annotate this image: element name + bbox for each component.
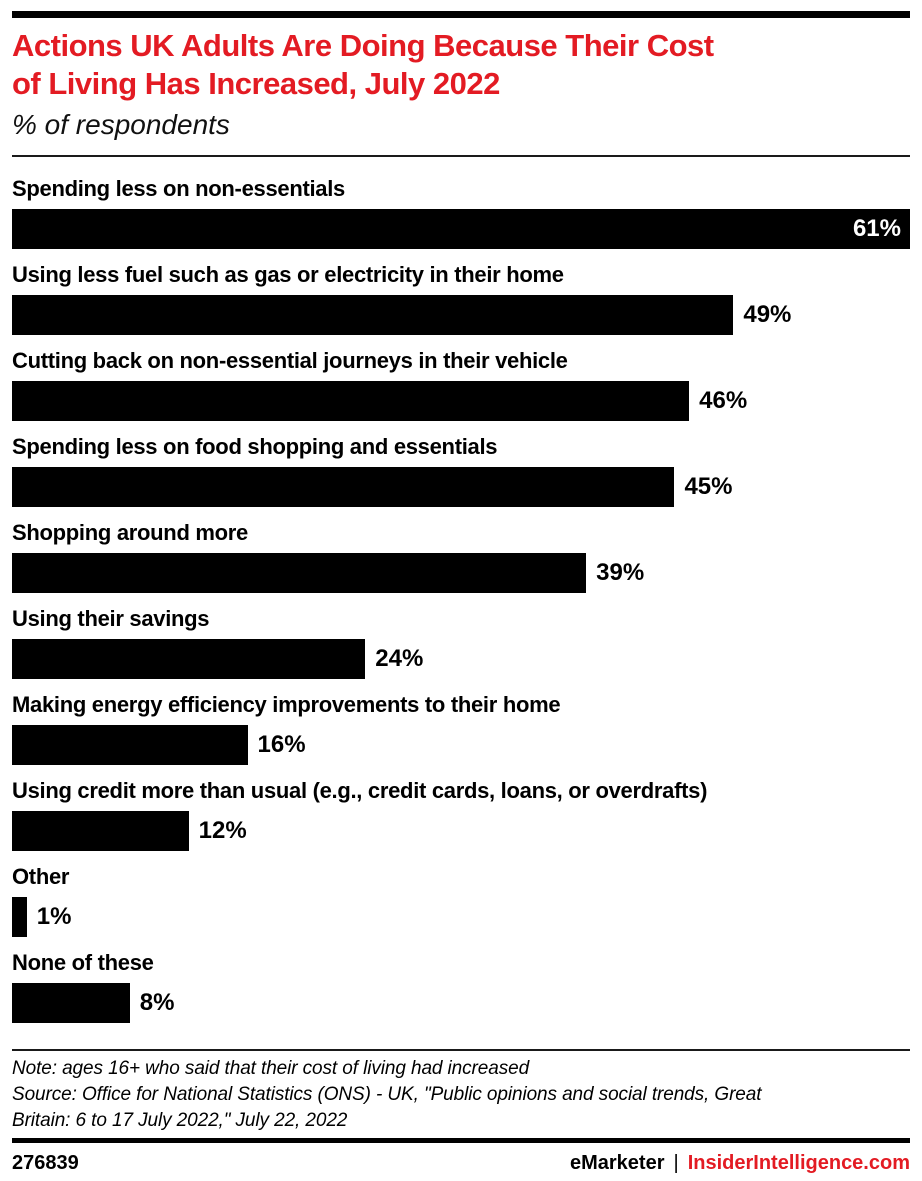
bar-row <box>12 295 910 335</box>
bar <box>12 639 365 679</box>
bar-row <box>12 983 910 1023</box>
bar-value: 8% <box>139 989 175 1016</box>
bar-group <box>12 177 910 249</box>
bar <box>12 725 248 765</box>
chart-subtitle: % of respondents <box>12 109 230 140</box>
bar-group <box>12 607 910 679</box>
bar-label: Spending less on non-essentials <box>12 176 345 201</box>
bar-group <box>12 435 910 507</box>
chart-title-line-1: Actions UK Adults Are Doing Because Their Cost <box>12 28 714 63</box>
chart-title-line-2: of Living Has Increased, July 2022 <box>12 66 500 101</box>
bar-label: Using credit more than usual (e.g., credit cards, loans, or overdrafts) <box>12 778 708 803</box>
bar-row <box>12 467 910 507</box>
bar-row <box>12 639 910 679</box>
branding <box>570 1152 910 1175</box>
bar-value: 16% <box>257 731 306 758</box>
chart-title <box>12 27 910 103</box>
bar-label: None of these <box>12 950 154 975</box>
bar <box>12 295 733 335</box>
bar <box>12 983 130 1023</box>
bar-value: 45% <box>684 473 733 500</box>
bar-value: 46% <box>699 387 748 414</box>
source-line-2: Britain: 6 to 17 July 2022," July 22, 2022 <box>12 1110 348 1131</box>
brand-site-url: InsiderIntelligence.com <box>687 1152 910 1174</box>
bar-group <box>12 779 910 851</box>
bar-value: 61% <box>852 215 901 242</box>
bar-value: 12% <box>198 817 247 844</box>
bar-group <box>12 865 910 937</box>
bar-label: Using their savings <box>12 606 210 631</box>
bar-row <box>12 725 910 765</box>
chart-notes <box>12 1056 910 1134</box>
bar-row <box>12 811 910 851</box>
source-line-1: Source: Office for National Statistics (ONS) - UK, "Public opinions and social trends, Great <box>12 1084 762 1105</box>
bar-label: Cutting back on non-essential journeys in their vehicle <box>12 348 568 373</box>
bar-value: 24% <box>375 645 424 672</box>
footer-divider-thin <box>12 1049 910 1051</box>
bar-group <box>12 951 910 1023</box>
bar <box>12 467 674 507</box>
bar-value: 1% <box>36 903 72 930</box>
footer-bar <box>12 1152 910 1175</box>
bar-label: Spending less on food shopping and essentials <box>12 434 498 459</box>
bar-chart <box>12 177 910 1023</box>
bar-group <box>12 263 910 335</box>
bar-row <box>12 209 910 249</box>
bar <box>12 381 689 421</box>
bar-label: Using less fuel such as gas or electricity in their home <box>12 262 564 287</box>
bar-value: 39% <box>596 559 645 586</box>
footer-divider-thick <box>12 1138 910 1143</box>
bar <box>12 553 586 593</box>
bar <box>12 897 27 937</box>
bar-value: 49% <box>743 301 792 328</box>
bar-group <box>12 521 910 593</box>
bar-row <box>12 897 910 937</box>
bar-row <box>12 553 910 593</box>
header-divider <box>12 155 910 157</box>
bar-row <box>12 381 910 421</box>
bar-label: Making energy efficiency improvements to their home <box>12 692 561 717</box>
bar-label: Other <box>12 864 70 889</box>
brand-emarketer: eMarketer <box>569 1152 665 1174</box>
bar-group <box>12 693 910 765</box>
bar <box>12 811 189 851</box>
bar-label: Shopping around more <box>12 520 248 545</box>
chart-id: 276839 <box>12 1152 79 1174</box>
top-divider <box>12 11 910 18</box>
brand-separator: | <box>673 1152 679 1174</box>
bar <box>12 209 910 249</box>
note-line: Note: ages 16+ who said that their cost of living had increased <box>12 1058 530 1079</box>
bar-group <box>12 349 910 421</box>
